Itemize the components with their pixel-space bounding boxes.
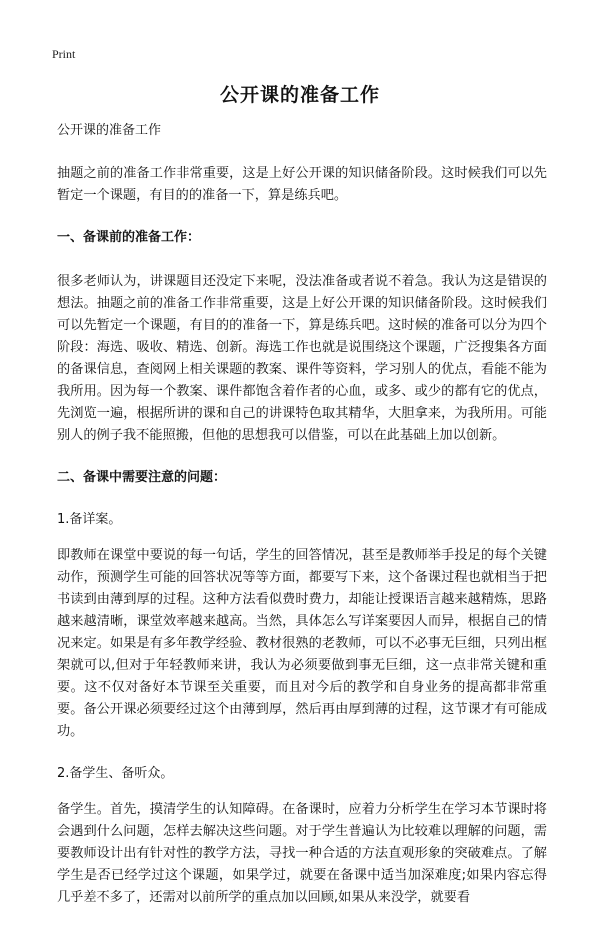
item-1-paragraph: 即教师在课堂中要说的每一句话，学生的回答情况，甚至是教师举手投足的每个关键动作，预测学生可能的回答状况等等方面，都要写下来，这个备课过程也就相当于把书读到由薄到厚的过程。这种方法看似费时费力，却能让授课语言越来越精炼，思路越来越清晰，课堂效率越来越高。当然，具体怎么写详案要因人而异，根据自己的情况来定。如果是有多年教学经验、教材很熟的老教师，可以不必事无巨细，只列出框架就可以,但对于年轻教师来讲，我认为必须要做到事无巨细，这一点非常关键和重要。这不仅对备好本节课至关重要，而且对今后的教学和自身业务的提高都非常重要。备公开课必须要经过这个由薄到厚，然后再由厚到薄的过程，这节课才有可能成功。	[57, 548, 547, 739]
section-1-paragraph: 很多老师认为，讲课题目还没定下来呢，没法准备或者说不着急。我认为这是错误的想法。抽题之前的准备工作非常重要，这是上好公开课的知识储备阶段。这时候我们可以先暂定一个课题，有目的的准备一下，算是练兵吧。这时候的准备可以分为四个阶段：海选、吸收、精选、创新。海选工作也就是说围绕这个课题，广泛搜集各方面的备课信息，查阅网上相关课题的教案、课件等资料，学习别人的优点，看能不能为我所用。因为每一个教案、课件都饱含着作者的心血，或多、或少的都有它的优点，先浏览一遍，根据所讲的课和自己的讲课特色取其精华，大胆拿来，为我所用。可能别人的例子我不能照搬，但他的思想我可以借鉴，可以在此基础上加以创新。	[57, 274, 547, 443]
section-heading-1: 一、备课前的准备工作：	[57, 230, 201, 245]
intro-paragraph: 抽题之前的准备工作非常重要，这是上好公开课的知识储备阶段。这时候我们可以先暂定一个课题，有目的的准备一下，算是练兵吧。	[57, 166, 547, 203]
document-subtitle: 公开课的准备工作	[57, 123, 162, 138]
item-label-2: 2.备学生、备听众。	[57, 766, 174, 781]
document-body	[57, 122, 547, 931]
item-2-paragraph: 备学生。首先，摸清学生的认知障碍。在备课时，应着力分析学生在学习本节课时将会遇到什么问题，怎样去解决这些问题。对于学生普遍认为比较难以理解的问题，需要教师设计出有针对性的教学方法，寻找一种合适的方法直观形象的突破难点。了解学生是否已经学过这个课题，如果学过，就要在备课中适当加深难度;如果内容忘得几乎差不多了，还需对以前所学的重点加以回顾,如果从来没学，就要看	[57, 802, 547, 905]
item-label-1: 1.备详案。	[57, 512, 122, 527]
print-link[interactable]: Print	[52, 47, 76, 61]
section-heading-2: 二、备课中需要注意的问题：	[57, 470, 227, 485]
page-title: 公开课的准备工作	[219, 84, 380, 106]
